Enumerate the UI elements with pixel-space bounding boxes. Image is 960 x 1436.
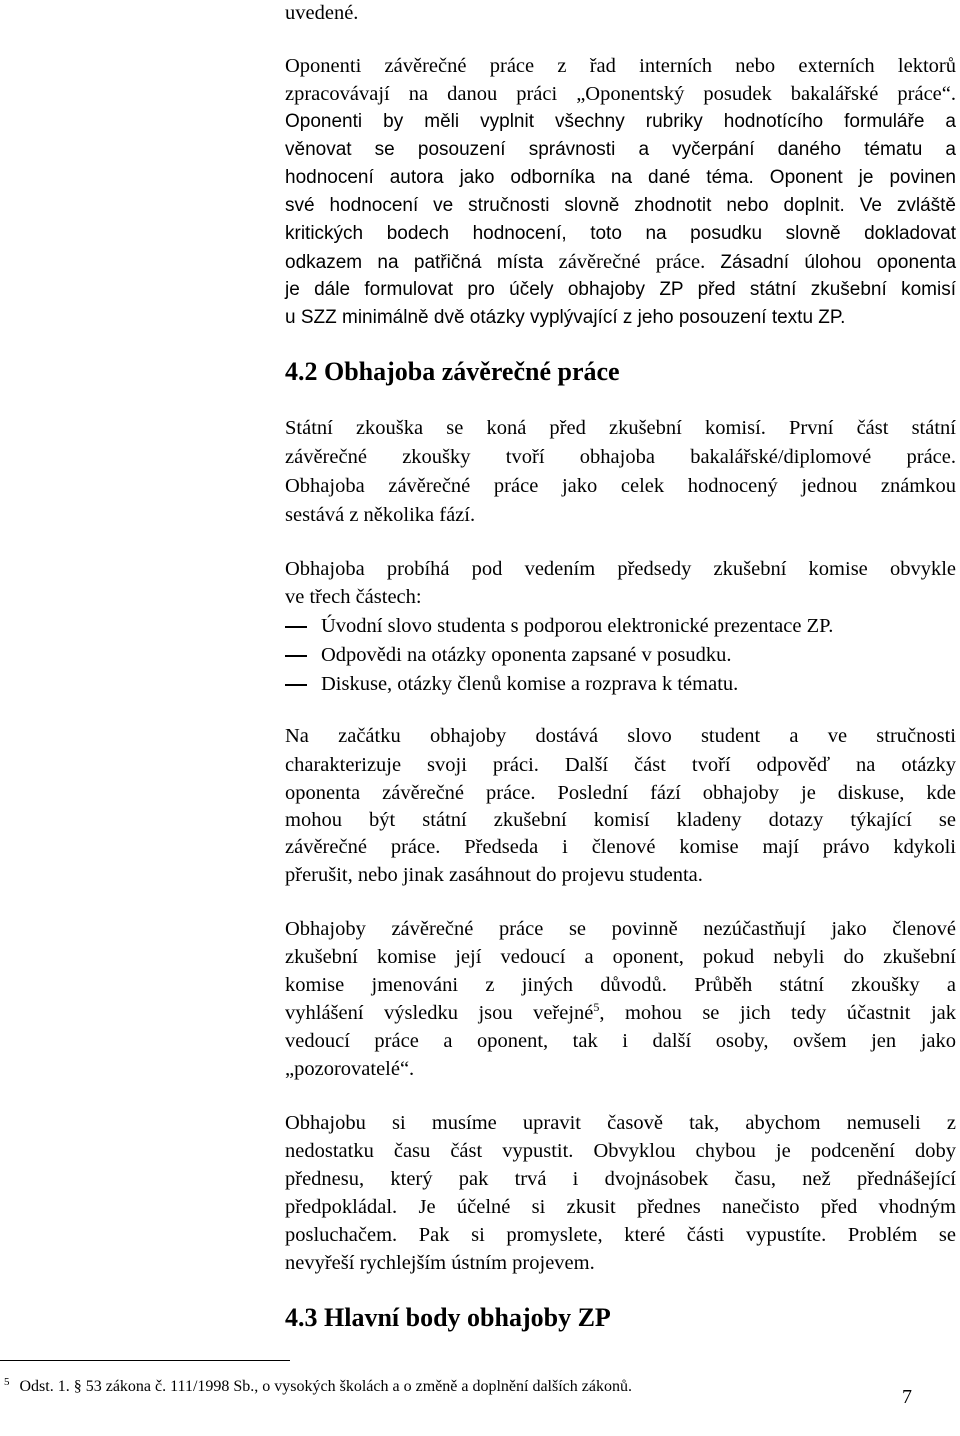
footnote-text: Odst. 1. § 53 zákona č. 111/1998 Sb., o vysokých školách a o změně a doplnění dalších zákonů. (19, 1378, 632, 1395)
footnote-marker: 5 (4, 1375, 10, 1388)
text-line: přednesu, který pak trvá i dvojnásobek času, než přednášející (285, 1168, 956, 1190)
text-span: vyhlášení výsledku jsou veřejné (285, 1002, 594, 1024)
text-line (285, 192, 956, 220)
text-line: Na začátku obhajoby dostává slovo student a ve stručnosti (285, 725, 956, 747)
text-line: komise jmenováni z jiných důvodů. Průběh státní zkoušky a (285, 974, 956, 996)
text-span: Státní zkouška se koná před zkušební komisí. (285, 417, 790, 439)
text-line (285, 414, 956, 442)
text-line: mohou být státní zkušební komisí kladeny dotazy týkající se (285, 809, 956, 831)
text-line: nevyřeší rychlejším ústním projevem. (285, 1252, 595, 1274)
text-line: přerušit, nebo jinak zasáhnout do projevu studenta. (285, 864, 703, 886)
text-line: Obhajoba závěrečné práce jako celek hodnocený jednou známkou (285, 475, 956, 497)
text-line: posluchačem. Pak si promyslete, které části vypustíte. Problém se (285, 1224, 956, 1246)
text-line: Obhajoba probíhá pod vedením předsedy zkušební komise obvykle (285, 558, 956, 580)
text-line: je dále formulovat pro účely obhajoby ZP před státní zkušební komisí (285, 279, 956, 300)
footnote-ref: 5 (593, 1000, 600, 1015)
text-line (285, 164, 956, 192)
text-span: Zásadní úlohou oponenta (720, 252, 957, 273)
text-span: První část státní (789, 417, 956, 439)
text-line: oponenta závěrečné práce. Poslední fází obhajoby je diskuse, kde (285, 782, 956, 804)
text-span: závěrečné práce. (558, 251, 721, 273)
text-line: Obhajobu si musíme upravit časově tak, abychom nemuseli z (285, 1112, 956, 1134)
dash-bullet-icon (285, 655, 307, 657)
text-line: závěrečné zkoušky tvoří obhajoba bakalářské/diplomové práce. (285, 446, 956, 468)
text-line: kritických bodech hodnocení, toto na posudku slovně dokladovat (285, 223, 956, 244)
text-line: „pozorovatelé“. (285, 1058, 415, 1080)
dash-bullet-icon (285, 684, 307, 686)
footnote-separator (0, 1360, 290, 1361)
text-line: zkušební komise její vedoucí a oponent, pokud nebyli do zkušební (285, 946, 956, 968)
page-number: 7 (902, 1386, 912, 1408)
text-line: ve třech částech: (285, 586, 422, 608)
text-line: závěrečné práce. Předseda i členové komise mají právo kdykoli (285, 836, 956, 858)
text-span: Ve zvláště (859, 195, 956, 216)
text-line: sestává z několika fází. (285, 504, 476, 526)
text-span: své hodnocení ve stručnosti slovně zhodnotit nebo doplnit. (285, 195, 860, 216)
list-item (285, 612, 833, 640)
text-line: u SZZ minimálně dvě otázky vyplývající z jeho posouzení textu ZP. (285, 307, 846, 328)
text-line: Oponenti by měli vyplnit všechny rubriky hodnotícího formuláře a (285, 111, 956, 132)
text-span: odkazem na patřičná místa (285, 252, 559, 273)
text-line: nedostatku času část vypustit. Obvyklou chybou je podcenění doby (285, 1140, 956, 1162)
text-line (285, 999, 956, 1027)
section-heading-4-3: 4.3 Hlavní body obhajoby ZP (285, 1303, 611, 1332)
text-span: Oponent je povinen (769, 167, 957, 188)
dash-bullet-icon (285, 626, 307, 628)
text-line: Obhajoby závěrečné práce se povinně nezúčastňují jako členové (285, 918, 956, 940)
list-item (285, 670, 738, 698)
text-line: charakterizuje svoji práci. Další část tvoří odpověď na otázky (285, 754, 956, 776)
text-line: vedoucí práce a oponent, tak i další osoby, ovšem jen jako (285, 1030, 956, 1052)
text-span: , mohou se jich tedy účastnit jak (599, 1002, 956, 1024)
text-line: zpracovávají na danou práci „Oponentský posudek bakalářské práce“. (285, 83, 956, 105)
footnote (4, 1376, 632, 1398)
top-fragment: uvedené. (285, 2, 359, 24)
list-item (285, 641, 731, 669)
text-line (285, 248, 956, 276)
text-line: předpokládal. Je účelné si zkusit přednes nanečisto před vhodným (285, 1196, 956, 1218)
text-line: Oponenti závěrečné práce z řad interních nebo externích lektorů (285, 55, 956, 77)
section-heading-4-2: 4.2 Obhajoba závěrečné práce (285, 357, 620, 386)
text-line: věnovat se posouzení správnosti a vyčerpání daného tématu a (285, 139, 956, 160)
list-item-text: Úvodní slovo studenta s podporou elektronické prezentace ZP. (321, 615, 834, 637)
list-item-text: Odpovědi na otázky oponenta zapsané v posudku. (321, 644, 732, 666)
list-item-text: Diskuse, otázky členů komise a rozprava k tématu. (321, 673, 739, 695)
text-span: hodnocení autora jako odborníka na dané téma. (285, 167, 770, 188)
